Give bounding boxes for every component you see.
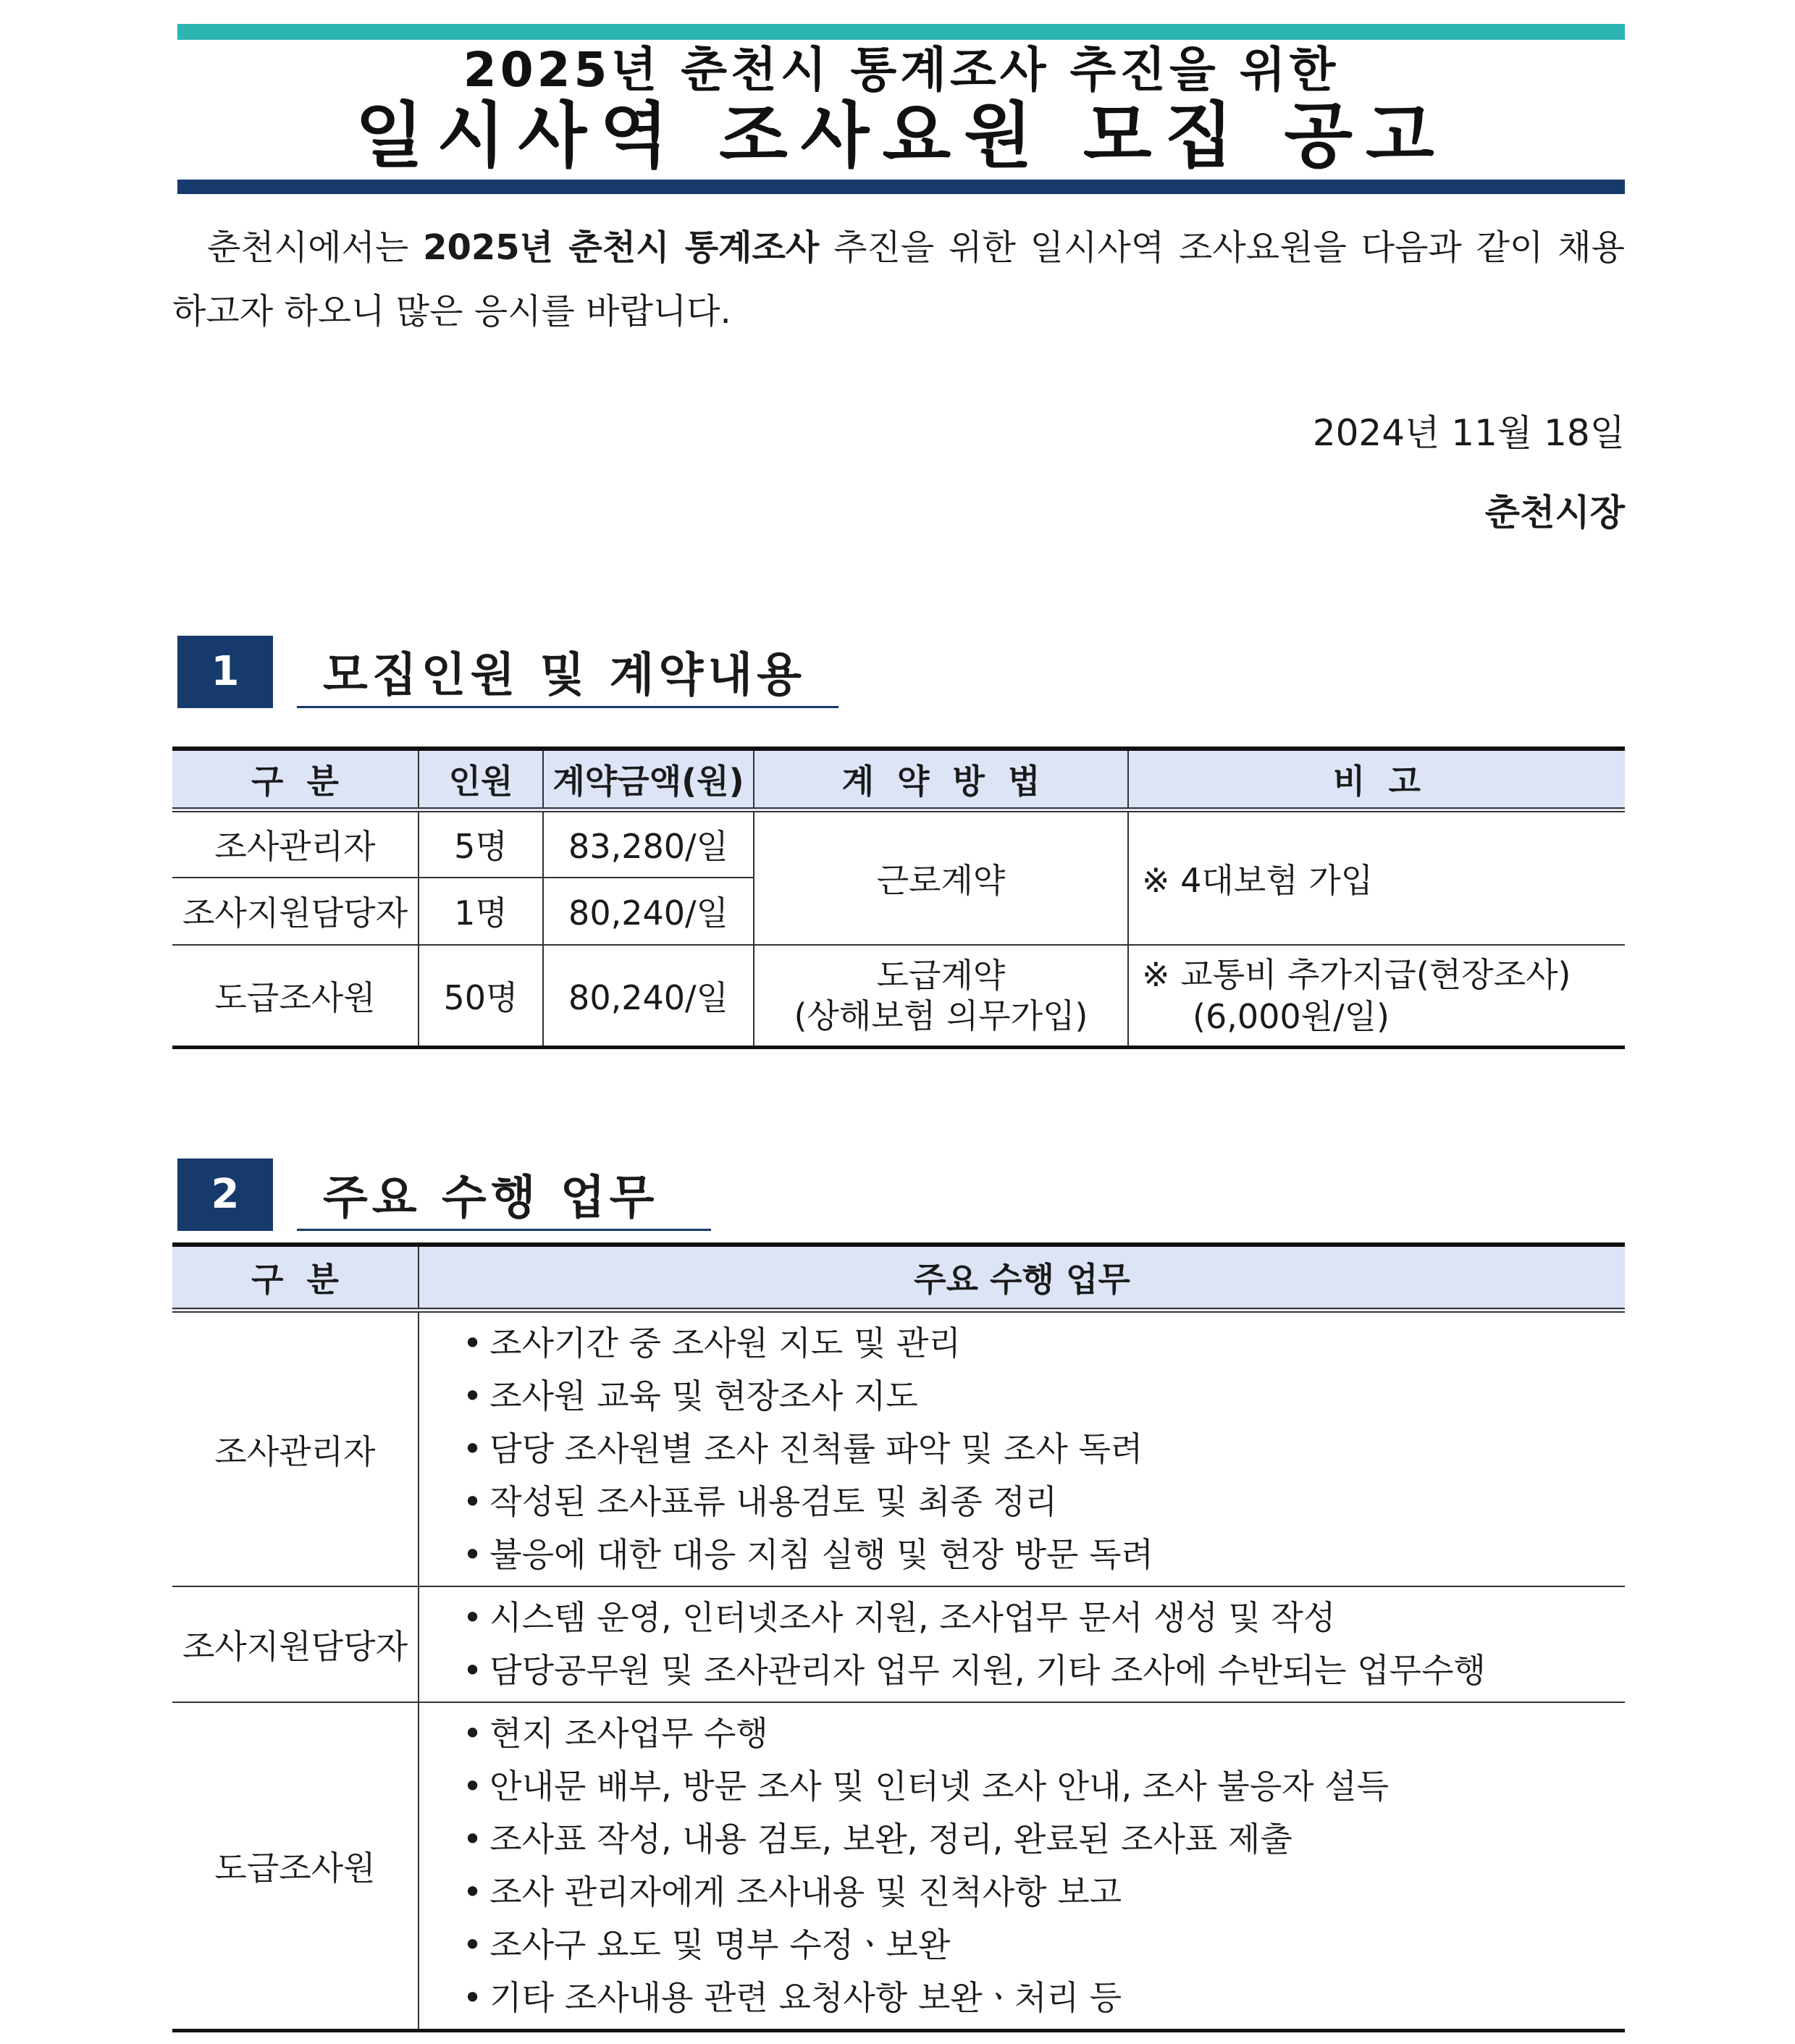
duty-list <box>463 1707 1625 2024</box>
table-row <box>172 945 1625 1048</box>
top-accent-bar <box>177 24 1625 40</box>
table-header-row <box>172 1245 1625 1311</box>
intro-text-2: 추진을 위한 일시사역 조사요원을 다음과 같이 채용하고자 하오니 많은 응시를 바랍니다. <box>172 227 1625 332</box>
row-category: 조사지원담당자 <box>172 1586 419 1702</box>
duty-list-cell <box>419 1311 1625 1587</box>
list-item: • 조사표 작성, 내용 검토, 보완, 정리, 완료된 조사표 제출 <box>463 1813 1625 1866</box>
row-category: 도급조사원 <box>172 1702 419 2031</box>
note-transport <box>1128 945 1625 1048</box>
header-amount: 계약금액(원) <box>543 749 754 810</box>
duties-table <box>172 1242 1625 2032</box>
row-category: 조사지원담당자 <box>172 878 419 945</box>
intro-text-1: 춘천시에서는 <box>207 227 424 268</box>
intro-paragraph <box>172 216 1625 343</box>
list-item: • 안내문 배부, 방문 조사 및 인터넷 조사 안내, 조사 불응자 설득 <box>463 1760 1625 1813</box>
row-count: 5명 <box>419 810 543 878</box>
duty-list <box>463 1591 1625 1697</box>
table-row <box>172 1586 1625 1702</box>
method-contract-line-1: 도급계약 <box>876 955 1006 995</box>
list-item: • 담당 조사원별 조사 진척률 파악 및 조사 독려 <box>463 1423 1625 1476</box>
header-category: 구 분 <box>172 1245 419 1311</box>
header-category: 구 분 <box>172 749 419 810</box>
list-item: • 조사 관리자에게 조사내용 및 진척사항 보고 <box>463 1866 1625 1919</box>
duty-list-cell <box>419 1702 1625 2031</box>
method-contract <box>754 945 1128 1048</box>
title-underline-bar <box>177 180 1625 194</box>
row-count: 1명 <box>419 878 543 945</box>
table-header-row <box>172 749 1625 810</box>
header-duties: 주요 수행 업무 <box>419 1245 1625 1311</box>
row-category: 도급조사원 <box>172 945 419 1048</box>
list-item: • 기타 조사내용 관련 요청사항 보완ㆍ처리 등 <box>463 1972 1625 2024</box>
row-category: 조사관리자 <box>172 810 419 878</box>
section-1-number: 1 <box>177 636 273 708</box>
note-transport-line-1: ※ 교통비 추가지급(현장조사) <box>1142 954 1571 994</box>
duty-list-cell <box>419 1586 1625 1702</box>
row-amount: 83,280/일 <box>543 810 754 878</box>
row-category: 조사관리자 <box>172 1311 419 1587</box>
list-item: • 조사원 교육 및 현장조사 지도 <box>463 1370 1625 1423</box>
note-insurance: ※ 4대보험 가입 <box>1128 810 1625 945</box>
section-2-title: 주요 수행 업무 <box>297 1166 711 1231</box>
list-item: • 조사구 요도 및 명부 수정ㆍ보완 <box>463 1919 1625 1972</box>
table-row <box>172 1311 1625 1587</box>
list-item: • 현지 조사업무 수행 <box>463 1707 1625 1760</box>
list-item: • 조사기간 중 조사원 지도 및 관리 <box>463 1317 1625 1370</box>
title-line-1: 2025년 춘천시 통계조사 추진을 위한 <box>463 42 1340 98</box>
note-transport-line-2: (6,000원/일) <box>1193 996 1390 1036</box>
section-2-number: 2 <box>177 1158 273 1231</box>
issuer: 춘천시장 <box>1484 492 1625 534</box>
list-item: • 불응에 대한 대응 지침 실행 및 현장 방문 독려 <box>463 1528 1625 1581</box>
method-labor: 근로계약 <box>754 810 1128 945</box>
list-item: • 담당공무원 및 조사관리자 업무 지원, 기타 조사에 수반되는 업무수행 <box>463 1644 1625 1697</box>
duty-list <box>463 1317 1625 1581</box>
row-amount: 80,240/일 <box>543 878 754 945</box>
recruitment-table <box>172 746 1625 1049</box>
notice-date: 2024년 11월 18일 <box>1312 412 1625 454</box>
header-method: 계 약 방 법 <box>754 749 1128 810</box>
section-1-title: 모집인원 및 계약내용 <box>297 643 838 708</box>
method-contract-line-2: (상해보험 의무가입) <box>794 996 1088 1035</box>
table-row <box>172 1702 1625 2031</box>
intro-text-bold: 2025년 춘천시 통계조사 <box>423 227 820 268</box>
header-count: 인원 <box>419 749 543 810</box>
row-count: 50명 <box>419 945 543 1048</box>
table-row <box>172 810 1625 878</box>
row-amount: 80,240/일 <box>543 945 754 1048</box>
title-line-2: 일시사역 조사요원 모집 공고 <box>355 95 1447 177</box>
list-item: • 작성된 조사표류 내용검토 및 최종 정리 <box>463 1476 1625 1528</box>
list-item: • 시스템 운영, 인터넷조사 지원, 조사업무 문서 생성 및 작성 <box>463 1591 1625 1644</box>
header-note: 비 고 <box>1128 749 1625 810</box>
